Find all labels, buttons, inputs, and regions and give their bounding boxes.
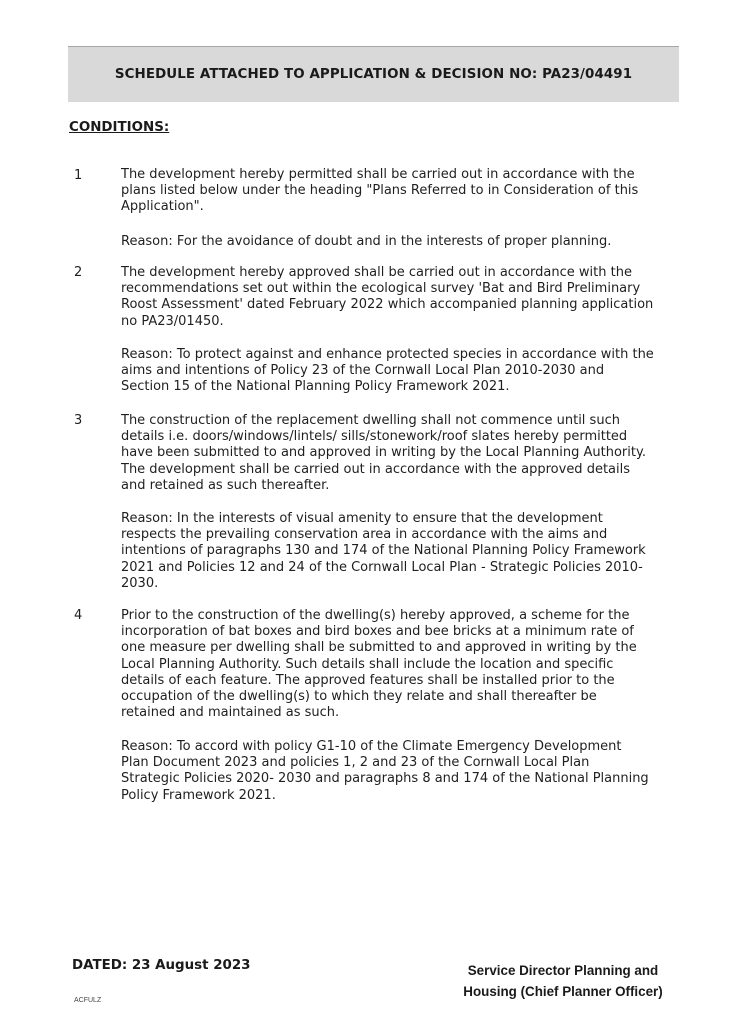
condition-4-text <box>121 608 681 721</box>
text-line: respects the prevailing conservation area in accordance with the aims and <box>121 527 608 543</box>
signatory-line: Service Director Planning and <box>467 963 659 978</box>
text-line: The development hereby approved shall be carried out in accordance with the <box>121 265 632 280</box>
text-line: 2021 and Policies 12 and 24 of the Cornwall Local Plan - Strategic Policies 2010- <box>121 559 643 575</box>
condition-3-number: 3 <box>74 413 83 428</box>
text-line: incorporation of bat boxes and bird boxes and bee bricks at a minimum rate of <box>121 624 634 640</box>
text-line: details i.e. doors/windows/lintels/ sills/stonework/roof slates hereby permitted <box>121 429 628 445</box>
text-line: The development shall be carried out in accordance with the approved details <box>121 461 631 477</box>
condition-3-reason <box>121 511 681 592</box>
condition-2-text <box>121 265 681 330</box>
text-line: Reason: For the avoidance of doubt and in the interests of proper planning. <box>121 234 612 249</box>
conditions-heading: CONDITIONS: <box>69 120 170 135</box>
text-line: retained and maintained as such. <box>121 705 340 721</box>
text-line: one measure per dwelling shall be submitted to and approved in writing by the <box>121 640 637 656</box>
text-line: have been submitted to and approved in writing by the Local Planning Authority. <box>121 445 646 461</box>
decision-date: DATED: 23 August 2023 <box>72 958 251 973</box>
text-line: plans listed below under the heading "Plans Referred to in Consideration of this <box>121 183 639 199</box>
text-line: recommendations set out within the ecological survey 'Bat and Bird Preliminary <box>121 281 641 297</box>
text-line: Section 15 of the National Planning Policy Framework 2021. <box>121 379 510 395</box>
condition-4-reason <box>121 739 681 804</box>
schedule-header <box>68 46 679 102</box>
text-line: 2030. <box>121 575 159 591</box>
text-line: Reason: In the interests of visual amenity to ensure that the development <box>121 511 603 526</box>
text-line: Prior to the construction of the dwelling(s) hereby approved, a scheme for the <box>121 608 630 623</box>
condition-2-number: 2 <box>74 265 83 280</box>
text-line: no PA23/01450. <box>121 313 224 329</box>
text-line: Plan Document 2023 and policies 1, 2 and 23 of the Cornwall Local Plan <box>121 755 590 771</box>
signatory-line: Housing (Chief Planner Officer) <box>463 984 663 999</box>
schedule-title: SCHEDULE ATTACHED TO APPLICATION & DECISION NO: PA23/04491 <box>114 67 633 82</box>
condition-2-reason <box>121 347 681 396</box>
text-line: The construction of the replacement dwelling shall not commence until such <box>121 413 620 428</box>
text-line: details of each feature. The approved features shall be installed prior to the <box>121 672 615 688</box>
condition-1-number: 1 <box>74 168 83 183</box>
condition-1-reason <box>121 234 681 250</box>
text-line: Reason: To protect against and enhance protected species in accordance with the <box>121 347 654 362</box>
condition-1-text <box>121 167 681 216</box>
text-line: Application". <box>121 199 204 215</box>
text-line: intentions of paragraphs 130 and 174 of the National Planning Policy Framework <box>121 543 646 559</box>
text-line: occupation of the dwelling(s) to which they relate and shall thereafter be <box>121 689 597 705</box>
condition-3-text <box>121 413 681 494</box>
document-ref-code: ACFULZ <box>74 997 102 1004</box>
text-line: Local Planning Authority. Such details shall include the location and specific <box>121 656 614 672</box>
text-line: Policy Framework 2021. <box>121 787 276 803</box>
signatory-title <box>452 960 674 1002</box>
condition-4-number: 4 <box>74 608 83 623</box>
text-line: The development hereby permitted shall be carried out in accordance with the <box>121 167 635 182</box>
text-line: aims and intentions of Policy 23 of the Cornwall Local Plan 2010-2030 and <box>121 363 605 379</box>
text-line: Reason: To accord with policy G1-10 of the Climate Emergency Development <box>121 739 622 754</box>
text-line: Roost Assessment' dated February 2022 which accompanied planning application <box>121 297 654 313</box>
text-line: and retained as such thereafter. <box>121 477 330 493</box>
text-line: Strategic Policies 2020- 2030 and paragraphs 8 and 174 of the National Planning <box>121 771 649 787</box>
